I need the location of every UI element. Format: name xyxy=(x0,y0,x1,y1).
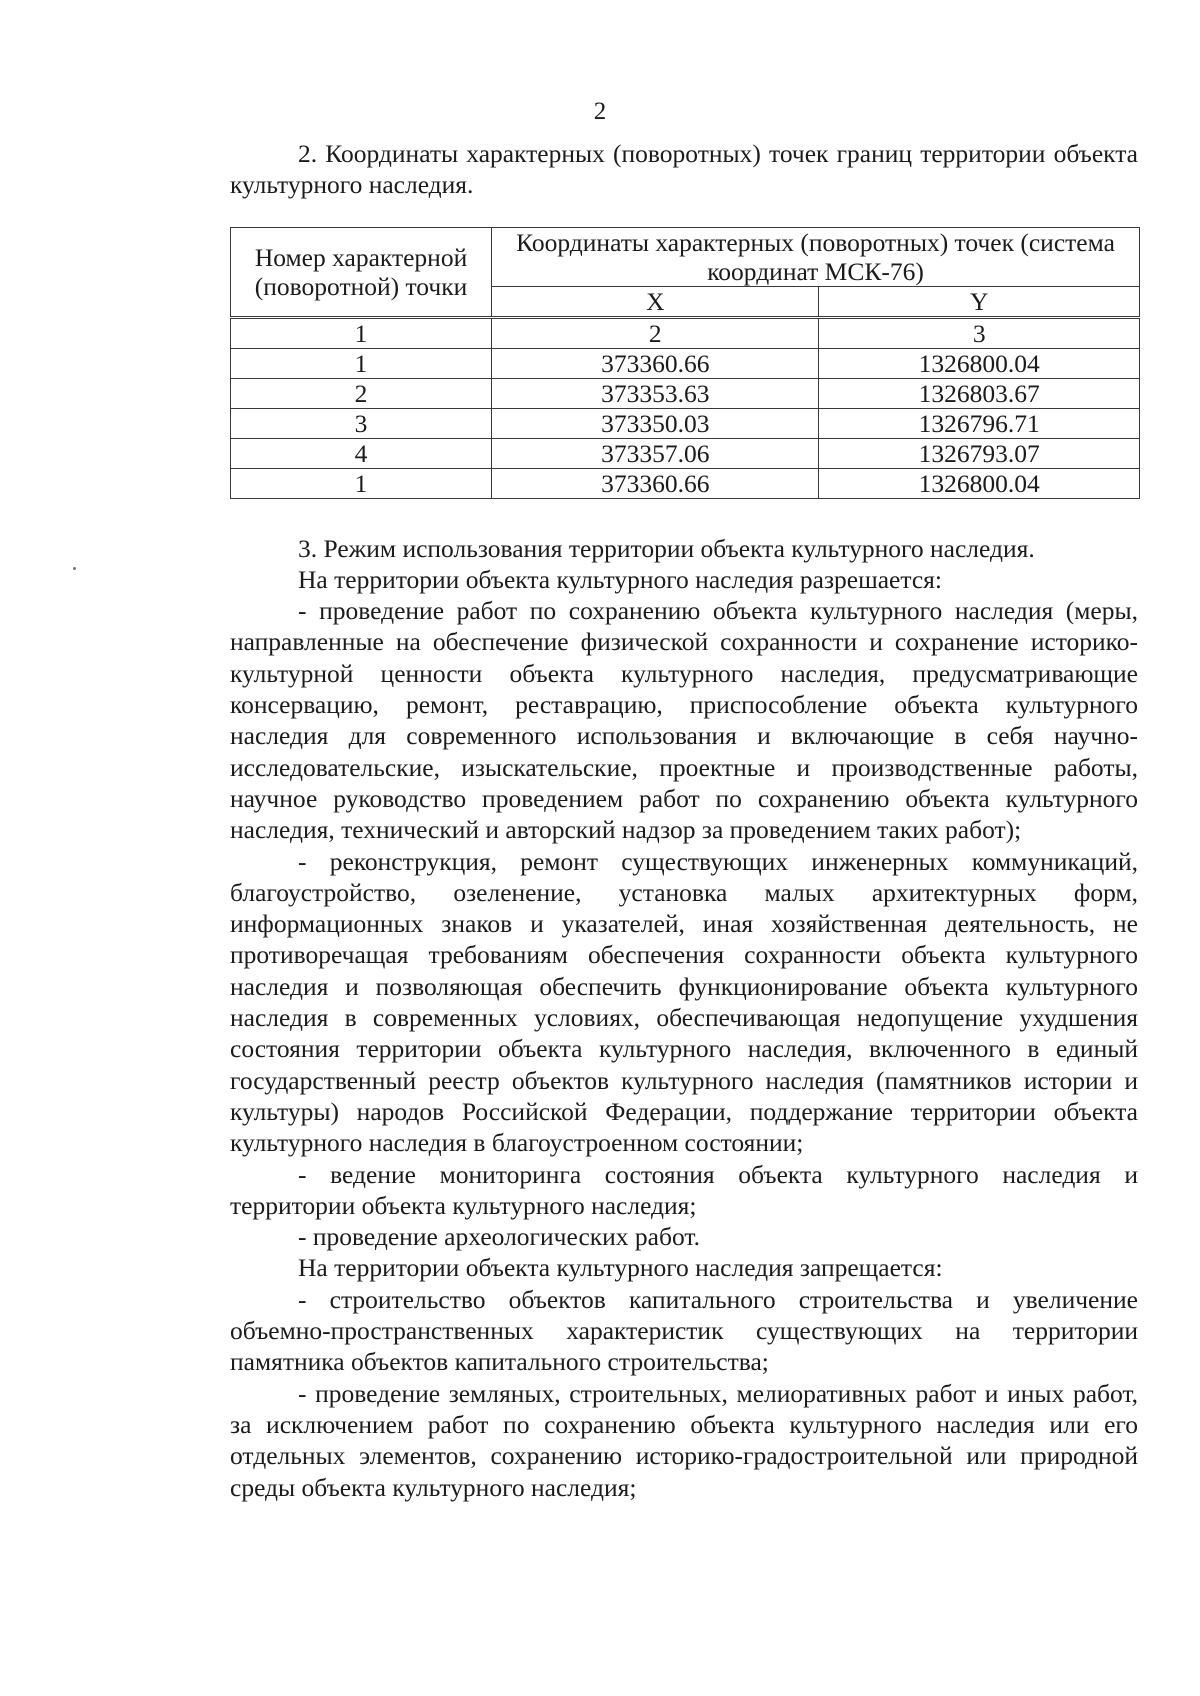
allowed-item: - реконструкция, ремонт существующих инженерных коммуникаций, благоустройство, озеленение, установка малых архитектурных форм, информационных знаков и указателей, иная хозяйственная деятельность, не противоречащая требованиям обеспечения сохранности объекта культурного наследия и позволяющая обеспечить функционирование объекта культурного наследия в современных условиях, обеспечивающая недопущение ухудшения состояния территории объекта культурного наследия, включенного в единый государственный реестр объектов культурного наследия (памятников истории и культуры) народов Российской Федерации, поддержание территории объекта культурного наследия в благоустроенном состоянии; xyxy=(230,846,1138,1158)
point-cell: 2 xyxy=(231,378,492,408)
section-2-heading: 2. Координаты характерных (поворотных) точек границ территории объекта культурного наследия. xyxy=(230,139,1138,200)
x-cell: 373353.63 xyxy=(492,378,819,408)
allowed-intro: На территории объекта культурного наследия разрешается: xyxy=(298,564,942,594)
column-number: 2 xyxy=(492,317,819,348)
column-number: 3 xyxy=(819,317,1140,348)
page-number: 2 xyxy=(593,98,607,125)
x-cell: 373360.66 xyxy=(492,348,819,378)
x-cell: 373357.06 xyxy=(492,438,819,468)
forbidden-item: - проведение земляных, строительных, мелиоративных работ и иных работ, за исключением работ по сохранению объекта культурного наследия или его отдельных элементов, сохранению историко-градостроительной или природной среды объекта культурного наследия; xyxy=(230,1378,1138,1502)
y-cell: 1326796.71 xyxy=(819,408,1140,438)
table-header-row xyxy=(231,227,1140,286)
point-cell: 1 xyxy=(231,348,492,378)
table-row xyxy=(231,438,1140,468)
table-row xyxy=(231,348,1140,378)
coordinates-table xyxy=(230,227,1140,499)
scan-speck xyxy=(73,567,76,570)
header-y: Y xyxy=(819,286,1140,317)
x-cell: 373350.03 xyxy=(492,408,819,438)
table-column-numbers-row xyxy=(231,317,1140,348)
section-3-title: 3. Режим использования территории объекта культурного наследия. xyxy=(298,533,1035,563)
header-coordinates: Координаты характерных (поворотных) точек (система координат МСК-76) xyxy=(492,227,1140,286)
column-number: 1 xyxy=(231,317,492,348)
point-cell: 3 xyxy=(231,408,492,438)
y-cell: 1326793.07 xyxy=(819,438,1140,468)
table-row xyxy=(231,408,1140,438)
point-cell: 4 xyxy=(231,438,492,468)
y-cell: 1326803.67 xyxy=(819,378,1140,408)
y-cell: 1326800.04 xyxy=(819,468,1140,498)
allowed-item: - ведение мониторинга состояния объекта культурного наследия и территории объекта культурного наследия; xyxy=(230,1159,1138,1220)
header-point-number: Номер характерной (поворотной) точки xyxy=(231,227,492,317)
table-row xyxy=(231,378,1140,408)
document-body xyxy=(230,138,1138,1503)
x-cell: 373360.66 xyxy=(492,468,819,498)
allowed-item: - проведение работ по сохранению объекта культурного наследия (меры, направленные на обеспечение физической сохранности и сохранение историко-культурной ценности объекта культурного наследия, предусматривающие консервацию, ремонт, реставрацию, приспособление объекта культурного наследия для современного использования и включающие в себя научно-исследовательские, изыскательские, проектные и производственные работы, научное руководство проведением работ по сохранению объекта культурного наследия, технический и авторский надзор за проведением таких работ); xyxy=(230,596,1138,845)
forbidden-item: - строительство объектов капитального строительства и увеличение объемно-пространственных характеристик существующих на территории памятника объектов капитального строительства; xyxy=(230,1284,1138,1377)
allowed-item: - проведение археологических работ. xyxy=(298,1222,700,1252)
forbidden-intro: На территории объекта культурного наследия запрещается: xyxy=(298,1253,943,1283)
point-cell: 1 xyxy=(231,468,492,498)
y-cell: 1326800.04 xyxy=(819,348,1140,378)
table-row xyxy=(231,468,1140,498)
header-x: X xyxy=(492,286,819,317)
